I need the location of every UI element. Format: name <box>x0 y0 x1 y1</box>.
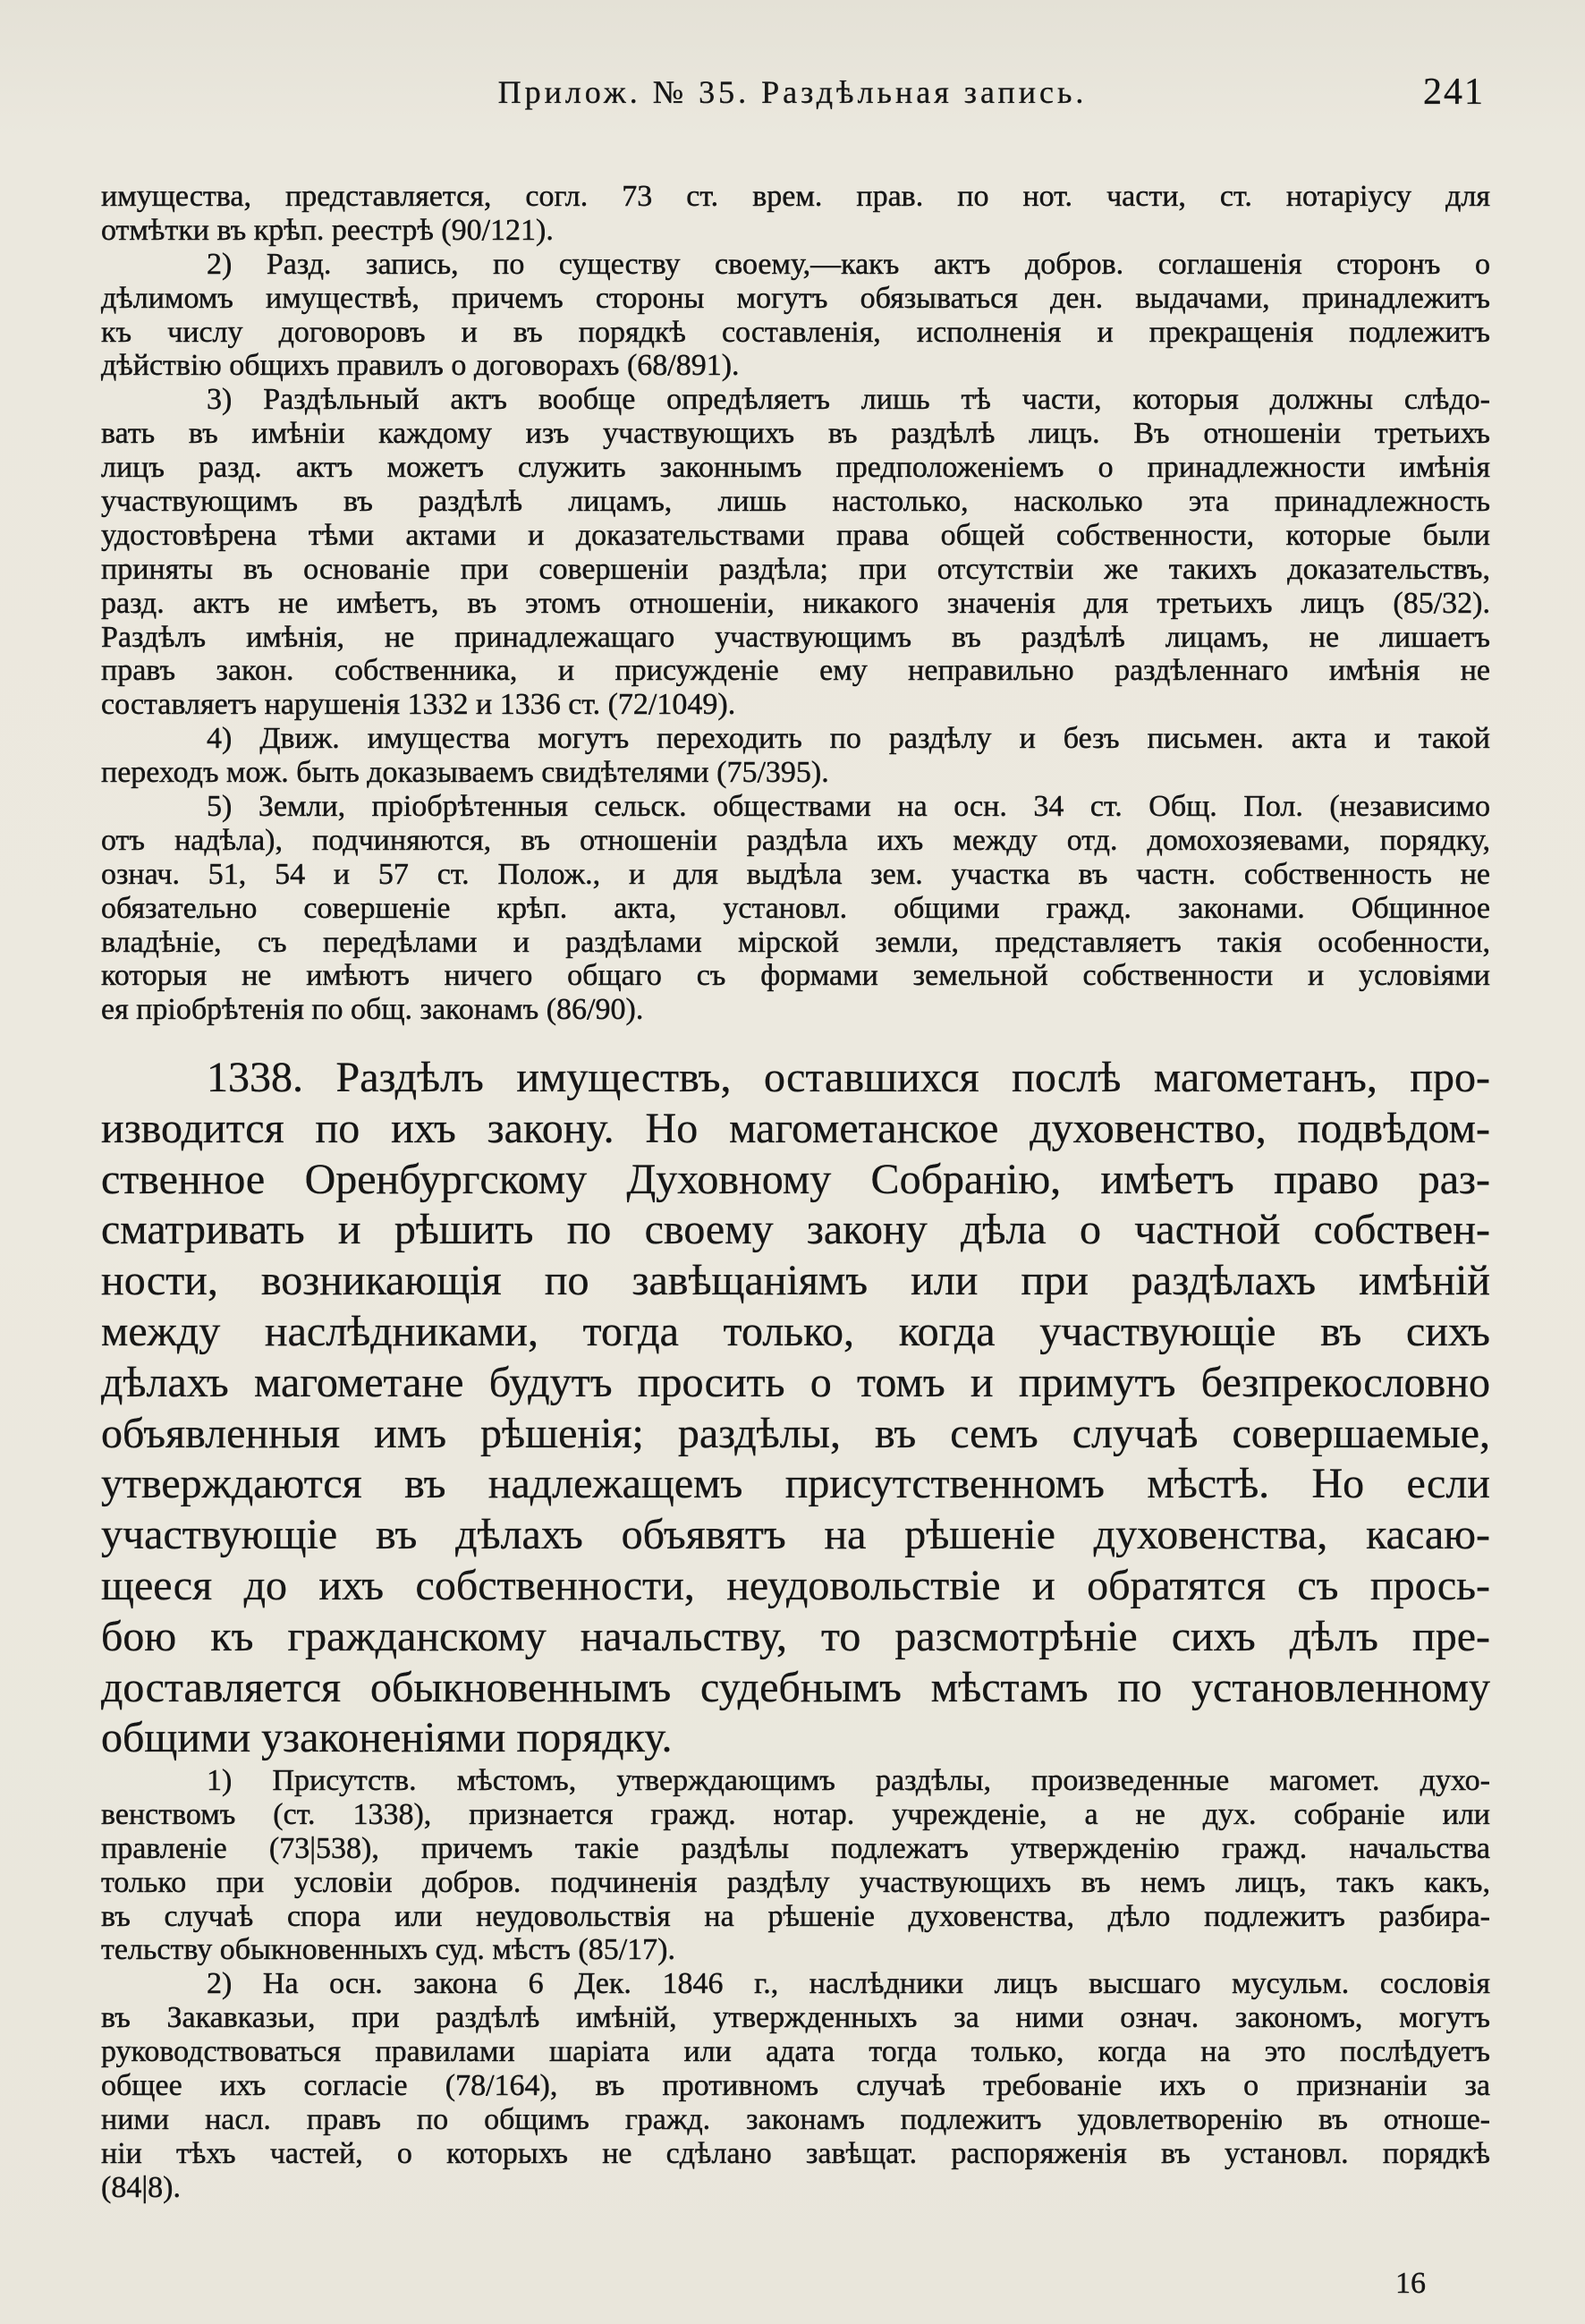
notes-bottom <box>101 1764 1490 2205</box>
text-line: ственное Оренбургскому Духовному Собранію, имѣетъ право раз- <box>101 1155 1490 1203</box>
text-line: переходъ мож. быть доказываемъ свидѣтелями (75/395). <box>101 756 829 790</box>
text-line: которыя не имѣютъ ничего общаго съ формами земельной собственности и условіями <box>101 959 1490 993</box>
text-line: сматривать и рѣшить по своему закону дѣла о частной собствен- <box>101 1206 1490 1254</box>
text-line: обязательно совершеніе крѣп. акта, установл. общими гражд. законами. Общинное <box>101 891 1490 925</box>
text-line: отъ надѣла), подчиняются, въ отношеніи раздѣла ихъ между отд. домохозяевами, порядку, <box>101 823 1490 857</box>
note-3 <box>101 383 1490 722</box>
text-line: Раздѣлъ имѣнія, не принадлежащаго участвующимъ въ раздѣлѣ лицамъ, не лишаетъ <box>101 620 1490 654</box>
text-line: ніи тѣхъ частей, о которыхъ не сдѣлано завѣщат. распоряженія въ установл. порядкѣ <box>101 2136 1490 2170</box>
article-text <box>101 1053 1490 1764</box>
note-2 <box>101 1967 1490 2204</box>
text-line: щееся до ихъ собственности, неудовольствіе и обратятся съ прось- <box>101 1561 1490 1609</box>
text-line: бою къ гражданскому начальству, то разсмотрѣніе сихъ дѣлъ пре- <box>101 1612 1490 1660</box>
text-line: дѣйствію общихъ правилъ о договорахъ (68/891). <box>101 349 740 383</box>
note-5 <box>101 790 1490 1027</box>
text-line: только при условіи добров. подчиненія раздѣлу участвующихъ въ немъ лицъ, такъ какъ, <box>101 1865 1490 1899</box>
text-line: удостовѣрена тѣми актами и доказательствами права общей собственности, которые были <box>101 518 1490 552</box>
text-line: объявленныя имъ рѣшенія; раздѣлы, въ семъ случаѣ совершаемые, <box>101 1409 1490 1457</box>
text-line: ности, возникающія по завѣщаніямъ или при раздѣлахъ имѣній <box>101 1257 1490 1305</box>
text-line: 2) Разд. запись, по существу своему,—какъ актъ добров. соглашенія сторонъ о <box>207 247 1490 281</box>
note-continuation <box>101 180 1490 248</box>
notes-top <box>101 180 1490 1027</box>
text-line: владѣніе, съ передѣлами и раздѣлами мірской земли, представляетъ такія особенности, <box>101 925 1490 959</box>
text-line: (84|8). <box>101 2170 181 2204</box>
text-line: ея пріобрѣтенія по общ. законамъ (86/90). <box>101 993 644 1027</box>
text-line: между наслѣдниками, тогда только, когда участвующіе въ сихъ <box>101 1307 1490 1355</box>
text-line: дѣлахъ магометане будутъ просить о томъ и примутъ безпрекословно <box>101 1358 1490 1406</box>
text-line: участвующимъ въ раздѣлѣ лицамъ, лишь настолько, насколько эта принадлежность <box>101 485 1490 519</box>
text-line: имущества, представляется, согл. 73 ст. врем. прав. по нот. части, ст. нотаріусу для <box>101 180 1490 213</box>
text-line: 1338. Раздѣлъ имуществъ, оставшихся послѣ магометанъ, про- <box>207 1054 1490 1101</box>
text-line: общими узаконеніями порядку. <box>101 1714 673 1762</box>
text-line: ними насл. правъ по общимъ гражд. законамъ подлежитъ удовлетворенію въ отноше- <box>101 2102 1490 2136</box>
text-line: лицъ разд. актъ можетъ служить законнымъ предположеніемъ о принадлежности имѣнія <box>101 451 1490 485</box>
text-line: изводится по ихъ закону. Но магометанское духовенство, подвѣдом- <box>101 1104 1490 1152</box>
text-line: правленіе (73|538), причемъ такіе раздѣлы подлежатъ утвержденію гражд. начальства <box>101 1831 1490 1865</box>
text-line: приняты въ основаніе при совершеніи раздѣла; при отсутствіи же такихъ доказательствъ, <box>101 552 1490 586</box>
text-line: 5) Земли, пріобрѣтенныя сельск. обществами на осн. 34 ст. Общ. Пол. (независимо <box>207 790 1490 824</box>
text-line: участвующіе въ дѣлахъ объявятъ на рѣшеніе духовенства, касаю- <box>101 1511 1490 1559</box>
article-1338 <box>101 1053 1490 1764</box>
text-line: 4) Движ. имущества могутъ переходить по раздѣлу и безъ письмен. акта и такой <box>207 722 1490 756</box>
text-line: въ Закавказьи, при раздѣлѣ имѣній, утвержденныхъ за ними означ. закономъ, могутъ <box>101 2001 1490 2035</box>
text-line: отмѣтки въ крѣп. реестрѣ (90/121). <box>101 213 554 247</box>
text-line: вать въ имѣніи каждому изъ участвующихъ въ раздѣлѣ лицъ. Въ отношеніи третьихъ <box>101 417 1490 451</box>
text-line: разд. актъ не имѣетъ, въ этомъ отношеніи, никакого значенія для третьихъ лицъ (85/32). <box>101 586 1490 620</box>
note-4 <box>101 722 1490 790</box>
text-line: 1) Присутств. мѣстомъ, утверждающимъ раздѣлы, произведенные магомет. духо- <box>207 1764 1490 1797</box>
page-number: 241 <box>1423 72 1485 113</box>
note-2 <box>101 248 1490 384</box>
text-line: составляетъ нарушенія 1332 и 1336 ст. (72/1049). <box>101 688 736 722</box>
text-line: правъ закон. собственника, и присужденіе ему неправильно раздѣленнаго имѣнія не <box>101 654 1490 688</box>
note-1 <box>101 1764 1490 1967</box>
signature-mark: 16 <box>1395 2267 1426 2300</box>
text-line: къ числу договоровъ и въ порядкѣ составленія, исполненія и прекращенія подлежитъ <box>101 315 1490 349</box>
text-line: дѣлимомъ имуществѣ, причемъ стороны могутъ обязываться ден. выдачами, принадлежитъ <box>101 281 1490 315</box>
text-line: означ. 51, 54 и 57 ст. Полож., и для выдѣла зем. участка въ частн. собственность не <box>101 857 1490 891</box>
text-line: доставляется обыкновеннымъ судебнымъ мѣстамъ по установленному <box>101 1663 1490 1711</box>
text-line: 3) Раздѣльный актъ вообще опредѣляетъ лишь тѣ части, которыя должны слѣдо- <box>207 383 1490 417</box>
text-line: утверждаются въ надлежащемъ присутственномъ мѣстѣ. Но если <box>101 1460 1490 1508</box>
text-line: 2) На осн. закона 6 Дек. 1846 г., наслѣдники лицъ высшаго мусульм. сословія <box>207 1967 1490 2001</box>
text-line: въ случаѣ спора или неудовольствія на рѣшеніе духовенства, дѣло подлежитъ разбира- <box>101 1899 1490 1933</box>
text-line: руководствоваться правилами шаріата или адата тогда только, когда на это послѣдуетъ <box>101 2035 1490 2069</box>
text-line: общее ихъ согласіе (78/164), въ противномъ случаѣ требованіе ихъ о признаніи за <box>101 2069 1490 2103</box>
running-header-title: Прилож. № 35. Раздѣльная запись. <box>497 74 1088 110</box>
text-line: венствомъ (ст. 1338), признается гражд. нотар. учрежденіе, а не дух. собраніе или <box>101 1797 1490 1831</box>
text-line: тельству обыкновенныхъ суд. мѣстъ (85/17). <box>101 1933 675 1967</box>
